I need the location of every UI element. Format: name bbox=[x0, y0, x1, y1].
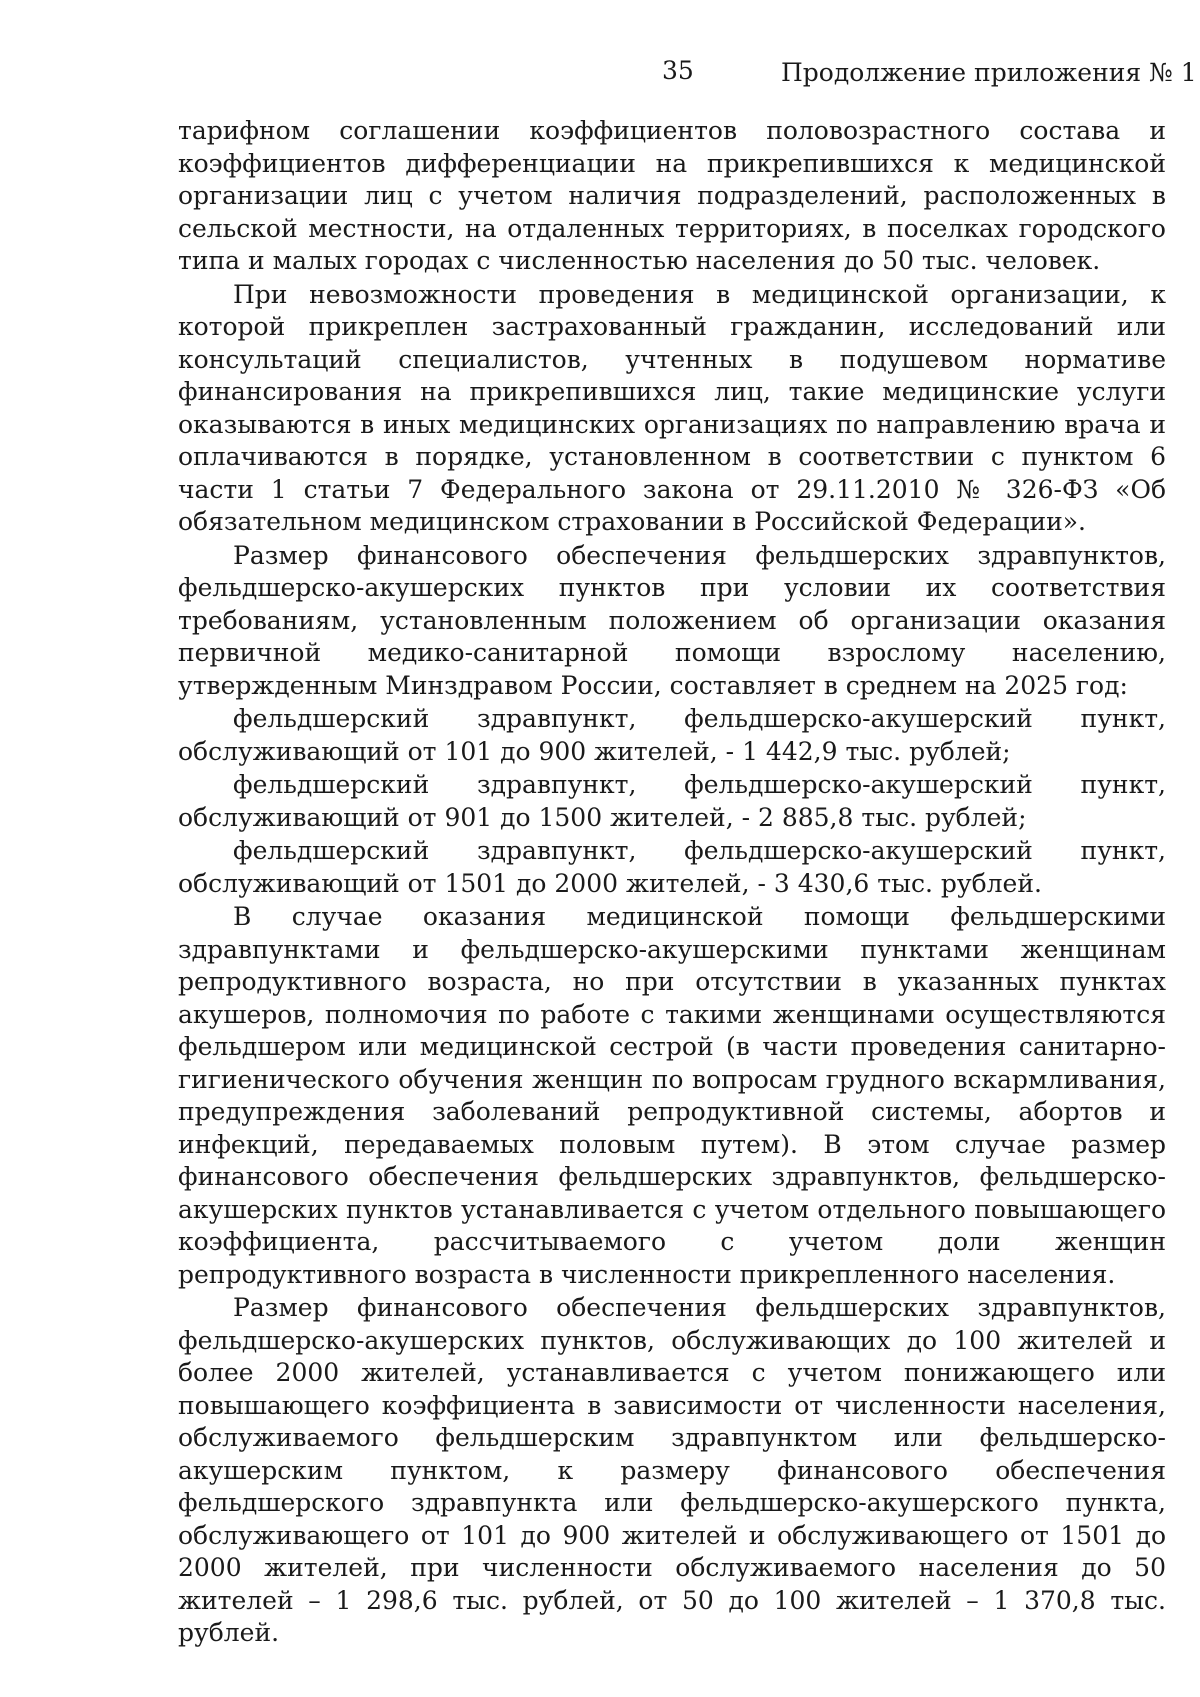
list-item-fap-1501-2000: фельдшерский здравпункт, фельдшерско-акушерский пункт, обслуживающий от 1501 до 2000 жителей, - 3 430,6 тыс. рублей. bbox=[178, 836, 1166, 898]
paragraph-small-large-population-coefficient: Размер финансового обеспечения фельдшерских здравпунктов, фельдшерско-акушерских пунктов, обслуживающих до 100 жителей и более 2000 жителей, устанавливается с учетом понижающего или повышающего коэффициента в зависимости от численности населения, обслуживаемого фельдшерским здравпунктом или фельдшерско-акушерским пунктом, к размеру финансового обеспечения фельдшерского здравпункта или фельдшерско-акушерского пункта, обслуживающего от 101 до 900 жителей и обслуживающего от 1501 до 2000 жителей, при численности обслуживаемого населения до 50 жителей – 1 298,6 тыс. рублей, от 50 до 100 жителей – 1 370,8 тыс. рублей. bbox=[178, 1293, 1166, 1647]
document-body bbox=[178, 115, 1166, 1651]
list-item-fap-901-1500: фельдшерский здравпункт, фельдшерско-акушерский пункт, обслуживающий от 901 до 1500 жителей, - 2 885,8 тыс. рублей; bbox=[178, 770, 1166, 832]
page-number: 35 bbox=[662, 56, 694, 85]
page-header bbox=[0, 56, 1200, 96]
list-item-fap-101-900: фельдшерский здравпункт, фельдшерско-акушерский пункт, обслуживающий от 101 до 900 жителей, - 1 442,9 тыс. рублей; bbox=[178, 704, 1166, 766]
paragraph-fap-funding-intro: Размер финансового обеспечения фельдшерских здравпунктов, фельдшерско-акушерских пунктов при условии их соответствия требованиям, установленным положением об организации оказания первичной медико-санитарной помощи взрослому населению, утвержденным Минздравом России, составляет в среднем на 2025 год: bbox=[178, 540, 1166, 700]
paragraph-tariff-agreement-continuation: тарифном соглашении коэффициентов половозрастного состава и коэффициентов дифференциации на прикрепившихся к медицинской организации лиц с учетом наличия подразделений, расположенных в сельской местности, на отдаленных территориях, в поселках городского типа и малых городах с численностью населения до 50 тыс. человек. bbox=[178, 116, 1166, 275]
paragraph-reproductive-age-coefficient: В случае оказания медицинской помощи фельдшерскими здравпунктами и фельдшерско-акушерскими пунктами женщинам репродуктивного возраста, но при отсутствии в указанных пунктах акушеров, полномочия по работе с такими женщинами осуществляются фельдшером или медицинской сестрой (в части проведения санитарно-гигиенического обучения женщин по вопросам грудного вскармливания, предупреждения заболеваний репродуктивной системы, абортов и инфекций, передаваемых половым путем). В этом случае размер финансового обеспечения фельдшерских здравпунктов, фельдшерско-акушерских пунктов устанавливается с учетом отдельного повышающего коэффициента, рассчитываемого с учетом доли женщин репродуктивного возраста в численности прикрепленного населения. bbox=[178, 902, 1166, 1289]
paragraph-referral-services: При невозможности проведения в медицинской организации, к которой прикреплен застрахованный гражданин, исследований или консультаций специалистов, учтенных в подушевом нормативе финансирования на прикрепившихся лиц, такие медицинские услуги оказываются в иных медицинских организациях по направлению врача и оплачиваются в порядке, установленном в соответствии с пунктом 6 части 1 статьи 7 Федерального закона от 29.11.2010 № 326-ФЗ «Об обязательном медицинском страховании в Российской Федерации». bbox=[178, 279, 1166, 536]
appendix-continuation-label: Продолжение приложения № 1 bbox=[781, 58, 1197, 87]
